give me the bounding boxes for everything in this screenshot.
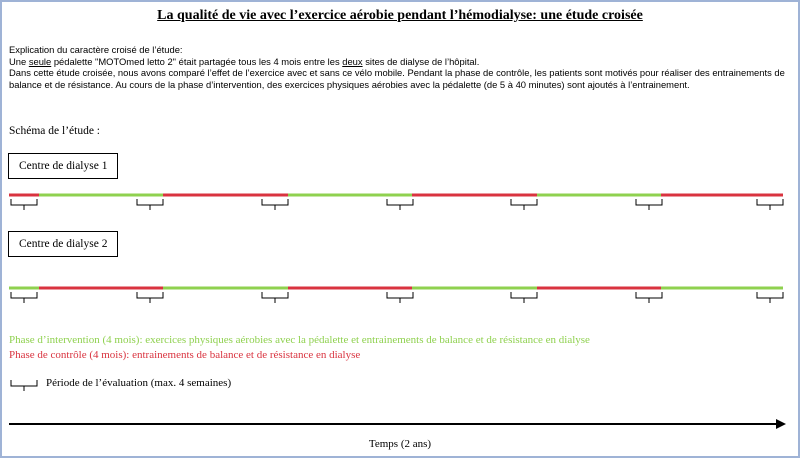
- legend-control: Phase de contrôle (4 mois): entrainements de balance et de résistance en dialyse: [9, 349, 361, 361]
- emphasis-seule: seule: [28, 55, 52, 67]
- explanation-paragraph: Dans cette étude croisée, nous avons comparé l’effet de l’exercice avec et sans ce vélo mobile. Pendant la phase de contrôle, les patients sont motivés pour réaliser des entrainements de balance et de résistance. Au cours de la phase d’intervention, des exercices physiques aérobies avec la pédalette (de 5 à 40 minutes) sont ajoutés à l’entrainement.: [9, 67, 785, 90]
- explanation-heading: Explication du caractère croisé de l’étude:: [9, 44, 183, 55]
- explanation-shared-device: Une seule pédalette "MOTOmed letto 2" était partagée tous les 4 mois entre les deux sites de dialyse de l’hôpital.: [9, 55, 480, 67]
- center-2-box: Centre de dialyse 2: [8, 231, 118, 257]
- study-explanation: [9, 44, 789, 90]
- legend-evaluation: Période de l’évaluation (max. 4 semaines): [46, 377, 232, 389]
- legend-intervention: Phase d’intervention (4 mois): exercices physiques aérobies avec la pédalette et entrainements de balance et de résistance en dialyse: [9, 334, 590, 346]
- figure-title: La qualité de vie avec l’exercice aérobie pendant l’hémodialyse: une étude croisée: [157, 8, 643, 23]
- time-axis-label: Temps (2 ans): [368, 438, 432, 450]
- center-1-box: Centre de dialyse 1: [8, 153, 118, 179]
- schema-label: Schéma de l’étude :: [9, 125, 101, 137]
- emphasis-deux: deux: [342, 55, 363, 67]
